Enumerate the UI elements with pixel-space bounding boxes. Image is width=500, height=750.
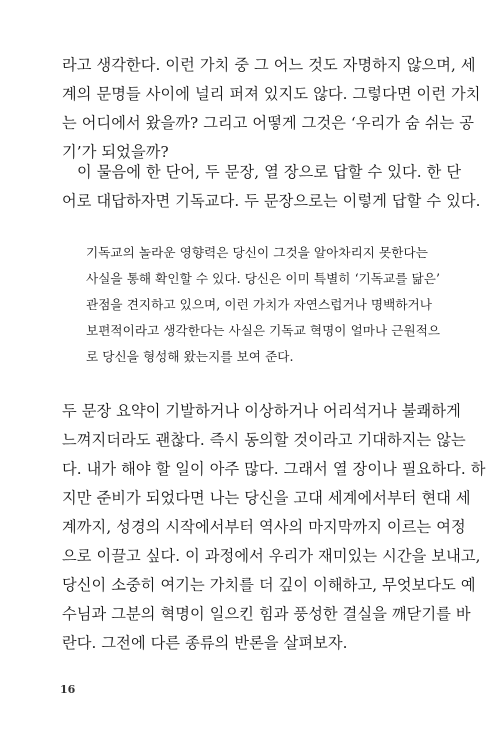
text-line: 느껴지더라도 괜찮다. 즉시 동의할 것이라고 기대하지는 않는	[62, 431, 466, 449]
text-line: 두 문장 요약이 기발하거나 이상하거나 어리석거나 불쾌하게	[62, 402, 461, 420]
quote-line: 사실을 통해 확인할 수 있다. 당신은 이미 특별히 ‘기독교를 닮은’	[86, 271, 441, 286]
quote-line: 로 당신을 형성해 왔는지를 보여 준다.	[86, 349, 294, 364]
paragraph-answer	[62, 158, 481, 216]
text-line: 는 어디에서 왔을까? 그리고 어떻게 그것은 ‘우리가 숨 쉬는 공	[62, 114, 475, 132]
page-number: 16	[60, 683, 76, 696]
text-line: 라고 생각한다. 이런 가치 중 그 어느 것도 자명하지 않으며, 세	[62, 56, 476, 74]
quote-line: 관점을 견지하고 있으며, 이런 가치가 자연스럽거나 명백하거나	[86, 297, 432, 312]
text-line: 이 물음에 한 단어, 두 문장, 열 장으로 답할 수 있다. 한 단	[77, 163, 462, 181]
text-line: 란다. 그전에 다른 종류의 반론을 살펴보자.	[62, 634, 348, 652]
paragraph-explanation	[62, 397, 486, 658]
text-line: 기’가 되었을까?	[62, 143, 169, 161]
text-line: 계까지, 성경의 시작에서부터 역사의 마지막까지 이르는 여정	[62, 518, 466, 536]
text-line: 지만 준비가 되었다면 나는 당신을 고대 세계에서부터 현대 세	[62, 489, 471, 507]
text-line: 다. 내가 해야 할 일이 아주 많다. 그래서 열 장이나 필요하다. 하	[62, 460, 486, 478]
text-line: 당신이 소중히 여기는 가치를 더 깊이 이해하고, 무엇보다도 예	[62, 576, 476, 594]
text-line: 으로 이끌고 싶다. 이 과정에서 우리가 재미있는 시간을 보내고,	[62, 547, 481, 565]
block-quote	[86, 240, 441, 370]
text-line: 수님과 그분의 혁명이 일으킨 힘과 풍성한 결실을 깨닫기를 바	[62, 605, 471, 623]
text-line: 어로 대답하자면 기독교다. 두 문장으로는 이렇게 답할 수 있다.	[62, 192, 481, 210]
quote-line: 기독교의 놀라운 영향력은 당신이 그것을 알아차리지 못한다는	[86, 245, 428, 260]
paragraph-continued	[62, 51, 481, 167]
quote-line: 보편적이라고 생각한다는 사실은 기독교 혁명이 얼마나 근원적으	[86, 323, 441, 338]
text-line: 계의 문명들 사이에 널리 퍼져 있지도 않다. 그렇다면 이런 가치	[62, 85, 481, 103]
